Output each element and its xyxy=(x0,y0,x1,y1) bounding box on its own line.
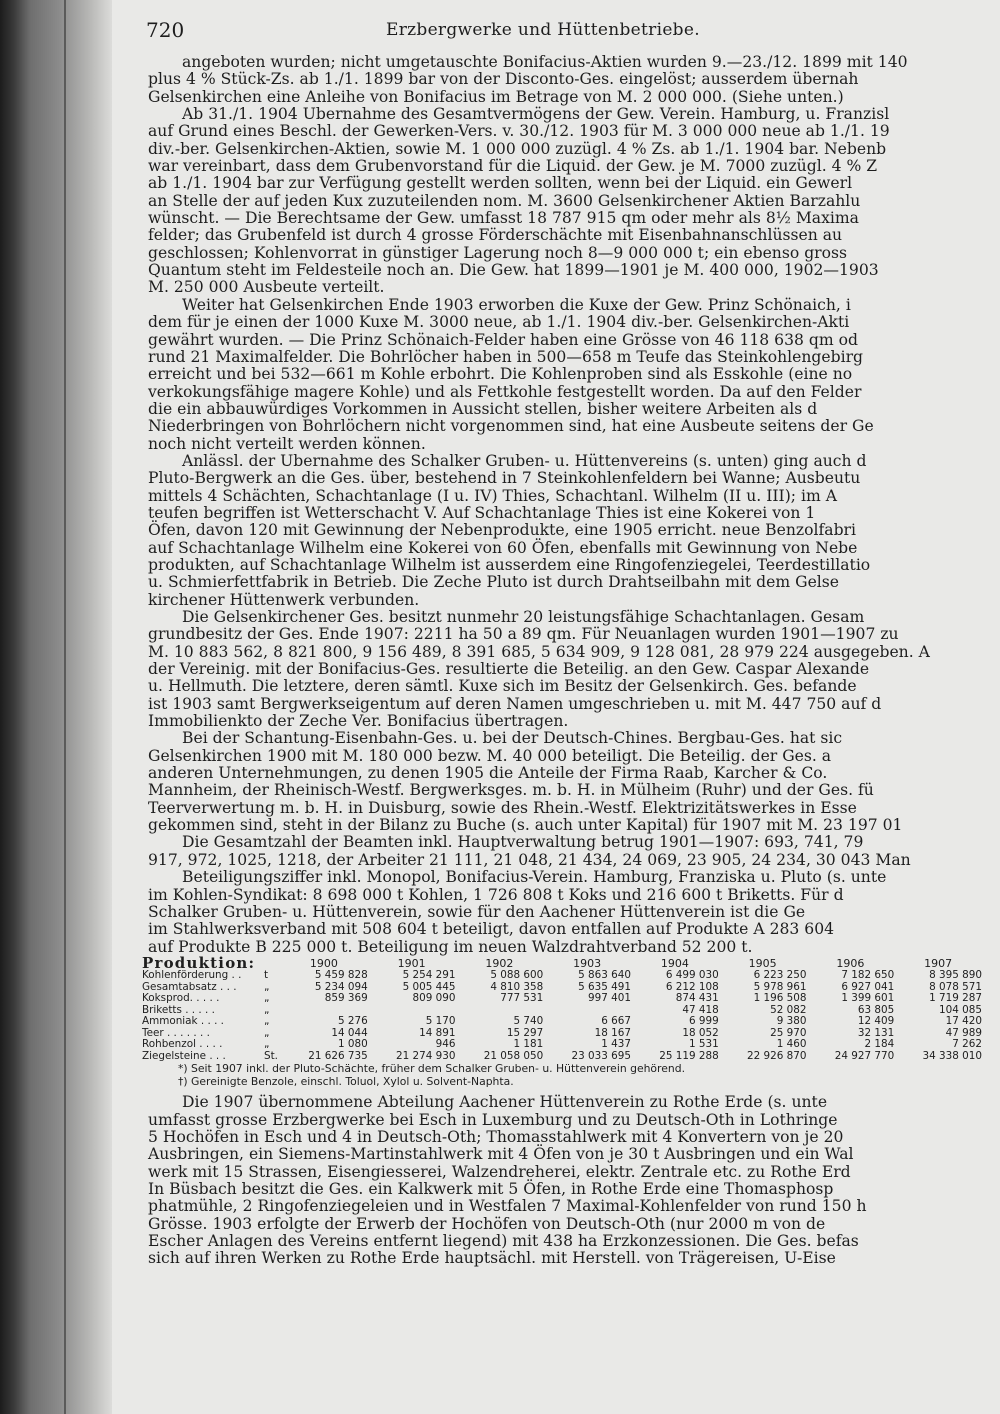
row-label: Ammoniak . . . . xyxy=(142,1015,224,1028)
text-line: verkokungsfähige magere Kohle) und als Fettkohle festgestellt worden. Da auf den Felder xyxy=(148,382,862,401)
text-line: Gelsenkirchen eine Anleihe von Bonifacius im Betrage von M. 2 000 000. (Siehe unten.) xyxy=(148,87,844,106)
text-line: Mannheim, der Rheinisch-Westf. Bergwerksges. m. b. H. in Mülheim (Ruhr) und der Ges. fü xyxy=(148,781,874,800)
row-label: Koksprod. . . . . xyxy=(142,992,220,1005)
year-header: 1902 xyxy=(485,956,514,970)
text-line: 917, 972, 1025, 1218, der Arbeiter 21 111, 21 048, 21 434, 24 069, 23 905, 24 234, 30 043 Man xyxy=(148,850,911,869)
row-unit: „ xyxy=(264,980,270,993)
table-cell: 874 431 xyxy=(675,992,719,1005)
table-cell: 2 184 xyxy=(864,1038,895,1051)
paragraph xyxy=(118,297,994,453)
text-line: Gelsenkirchen 1900 mit M. 180 000 bezw. M. 40 000 beteiligt. Die Beteilig. der Ges. a xyxy=(148,746,832,765)
table-cell: 4 810 358 xyxy=(490,980,544,993)
table-cell: 6 212 108 xyxy=(665,980,719,993)
page-number: 720 xyxy=(146,18,185,42)
table-cell: 997 401 xyxy=(588,992,631,1005)
table-cell: 7 182 650 xyxy=(841,969,895,982)
table-cell: 5 234 094 xyxy=(314,980,368,993)
year-header: 1905 xyxy=(748,956,777,970)
text-line: Pluto-Bergwerk an die Ges. über, bestehend in 7 Steinkohlenfeldern bei Wanne; Ausbeutu xyxy=(148,469,861,488)
table-cell: 5 276 xyxy=(338,1015,368,1028)
row-unit: „ xyxy=(264,1026,270,1039)
text-line: Escher Anlagen des Vereins entfernt liegend) mit 438 ha Erzkonzessionen. Die Ges. befas xyxy=(148,1231,859,1250)
table-cell: 1 531 xyxy=(689,1038,719,1051)
year-header: 1904 xyxy=(660,956,689,970)
year-header: 1901 xyxy=(397,956,426,970)
text-line: werk mit 15 Strassen, Eisengiesserei, Walzendreherei, elektr. Zentrale etc. zu Rothe Erd xyxy=(148,1162,851,1181)
paragraph xyxy=(118,1094,994,1267)
production-header-row xyxy=(142,956,982,971)
table-cell: 52 082 xyxy=(770,1003,807,1016)
text-line: kirchener Hüttenwerk verbunden. xyxy=(148,590,420,609)
table-cell: 1 437 xyxy=(601,1038,631,1051)
text-line: In Büsbach besitzt die Ges. ein Kalkwerk mit 5 Öfen, in Rothe Erde eine Thomasphosp xyxy=(148,1179,834,1198)
text-line: plus 4 % Stück-Zs. ab 1./1. 1899 bar von der Disconto-Ges. eingelöst; ausserdem übernah xyxy=(148,70,859,89)
text-line: ab 1./1. 1904 bar zur Verfügung gestellt werden sollten, wenn bei der Liquid. ein Gewerl xyxy=(148,174,853,193)
text-line: teufen begriffen ist Wetterschacht V. Auf Schachtanlage Thies ist eine Kokerei von 1 xyxy=(148,503,816,522)
production-table-body xyxy=(142,970,982,1062)
paragraph xyxy=(118,834,994,869)
table-cell: 18 052 xyxy=(682,1026,719,1039)
text-line: Anlässl. der Übernahme des Schalker Gruben- u. Hüttenvereins (s. unten) ging auch d xyxy=(182,452,867,470)
production-table xyxy=(142,953,982,1063)
text-line: Die Gelsenkirchener Ges. besitzt nunmehr 20 leistungsfähige Schachtanlagen. Gesam xyxy=(182,609,865,626)
table-cell: 25 119 288 xyxy=(659,1049,719,1062)
table-cell: 5 459 828 xyxy=(314,969,368,982)
table-cell: 21 626 735 xyxy=(308,1049,368,1062)
body-text-bottom xyxy=(118,1094,994,1267)
text-line: auf Schachtanlage Wilhelm eine Kokerei von 60 Öfen, ebenfalls mit Gewinnung von Nebe xyxy=(148,538,858,557)
text-line: Immobilienkto der Zeche Ver. Bonifacius übertragen. xyxy=(148,712,569,731)
text-line: produkten, auf Schachtanlage Wilhelm ist ausserdem eine Ringofenziegelei, Teerdestillatio xyxy=(148,555,871,574)
text-line: die ein abbauwürdiges Vorkommen in Aussicht stellen, bisher weitere Arbeiten als d xyxy=(148,399,818,418)
paragraph xyxy=(118,730,994,834)
table-cell: 8 078 571 xyxy=(929,980,982,993)
table-cell: 1 399 601 xyxy=(841,992,895,1005)
text-line: sich auf ihren Werken zu Rothe Erde hauptsächl. mit Herstell. von Trägereisen, U-Eise xyxy=(148,1249,836,1268)
text-line: Öfen, davon 120 mit Gewinnung der Nebenprodukte, eine 1905 erricht. neue Benzolfabri xyxy=(148,521,857,540)
text-line: Grösse. 1903 erfolgte der Erwerb der Hochöfen von Deutsch-Oth (nur 2000 m von de xyxy=(148,1214,826,1233)
text-line: Ab 31./1. 1904 Übernahme des Gesamtvermögens der Gew. Verein. Hamburg, u. Franzisl xyxy=(182,106,890,124)
table-cell: 946 xyxy=(435,1038,456,1051)
text-line: Beteiligungsziffer inkl. Monopol, Bonifacius-Verein. Hamburg, Franziska u. Pluto (s. unte xyxy=(182,869,887,887)
table-cell: 6 499 030 xyxy=(665,969,719,982)
table-cell: 5 170 xyxy=(425,1015,456,1028)
row-unit: „ xyxy=(264,1038,270,1051)
table-cell: 25 970 xyxy=(770,1026,807,1039)
row-unit: „ xyxy=(264,1015,270,1028)
paragraph xyxy=(118,453,994,609)
text-line: felder; das Grubenfeld ist durch 4 grosse Förderschächte mit Eisenbahnanschlüssen au xyxy=(148,226,843,245)
text-line: Niederbringen von Bohrlöchern nicht vorgenommen sind, hat eine Ausbeute seitens der Ge xyxy=(148,417,874,436)
text-line: angeboten wurden; nicht umgetauschte Bonifacius-Aktien wurden 9.—23./12. 1899 mit 140 xyxy=(182,54,908,71)
footnote: *) Seit 1907 inkl. der Pluto-Schächte, früher dem Schalker Gruben- u. Hüttenverein gehörend. xyxy=(178,1062,686,1076)
table-cell: 104 085 xyxy=(939,1003,982,1016)
table-cell: 5 863 640 xyxy=(578,969,631,982)
year-header: 1906 xyxy=(836,956,865,970)
text-line: dem für je einen der 1000 Kuxe M. 3000 neue, ab 1./1. 1904 div.-ber. Gelsenkirchen-Akti xyxy=(148,313,850,332)
text-line: gewährt wurden. — Die Prinz Schönaich-Felder haben eine Grösse von 46 118 638 qm od xyxy=(148,330,859,349)
text-line: auf Grund eines Beschl. der Gewerken-Vers. v. 30./12. 1903 für M. 3 000 000 neue ab 1./1. 19 xyxy=(148,122,890,141)
table-cell: 8 395 890 xyxy=(929,969,982,982)
row-label: Rohbenzol . . . . xyxy=(142,1038,223,1051)
book-page xyxy=(118,14,994,1406)
table-cell: 1 080 xyxy=(338,1038,368,1051)
row-unit: t xyxy=(264,969,269,982)
table-row xyxy=(142,1051,982,1063)
page-header xyxy=(118,14,994,54)
row-unit: „ xyxy=(264,992,270,1005)
table-cell: 24 927 770 xyxy=(834,1049,895,1062)
row-label: Teer . . . . . . . xyxy=(142,1026,210,1039)
text-line: noch nicht verteilt werden können. xyxy=(148,434,426,453)
table-cell: 14 891 xyxy=(419,1026,456,1039)
text-line: Quantum steht im Feldesteile noch an. Die Gew. hat 1899—1901 je M. 400 000, 1902—1903 xyxy=(148,261,879,280)
text-line: 5 Hochöfen in Esch und 4 in Deutsch-Oth; Thomasstahlwerk mit 4 Konvertern von je 20 xyxy=(148,1127,844,1146)
table-cell: 5 088 600 xyxy=(490,969,544,982)
row-label: Kohlenförderung . . xyxy=(142,969,242,982)
footnote: †) Gereinigte Benzole, einschl. Toluol, Xylol u. Solvent-Naphta. xyxy=(178,1074,514,1088)
text-line: anderen Unternehmungen, zu denen 1905 die Anteile der Firma Raab, Karcher & Co. xyxy=(148,764,828,783)
table-cell: 9 380 xyxy=(776,1015,807,1028)
table-cell: 18 167 xyxy=(594,1026,631,1039)
table-cell: 6 667 xyxy=(601,1015,631,1028)
year-header: 1907 xyxy=(924,956,953,970)
table-cell: 1 181 xyxy=(513,1038,544,1051)
table-cell: 809 090 xyxy=(412,992,456,1005)
table-cell: 17 420 xyxy=(945,1015,982,1028)
text-line: u. Schmierfettfabrik in Betrieb. Die Zeche Pluto ist durch Drahtseilbahn mit dem Gelse xyxy=(148,573,840,592)
year-header: 1903 xyxy=(573,956,602,970)
table-cell: 859 369 xyxy=(324,992,368,1005)
paragraph xyxy=(118,609,994,730)
table-cell: 5 635 491 xyxy=(578,980,631,993)
text-line: u. Hellmuth. Die letztere, deren sämtl. Kuxe sich im Besitz der Gelsenkirch. Ges. befande xyxy=(148,677,857,696)
text-line: wünscht. — Die Berechtsame der Gew. umfasst 18 787 915 qm oder mehr als 8½ Maxima xyxy=(148,209,859,228)
table-cell: 21 058 050 xyxy=(483,1049,544,1062)
text-line: der Vereinig. mit der Bonifacius-Ges. resultierte die Beteilig. an den Gew. Caspar Alexande xyxy=(148,660,870,679)
paragraph xyxy=(118,106,994,297)
text-line: war vereinbart, dass dem Grubenvorstand für die Liquid. der Gew. je M. 7000 zuzügl. 4 % Z xyxy=(148,157,878,176)
table-cell: 32 131 xyxy=(857,1026,895,1039)
table-cell: 34 338 010 xyxy=(922,1049,982,1062)
text-line: Teerverwertung m. b. H. in Duisburg, sowie des Rhein.-Westf. Elektrizitätswerkes in Esse xyxy=(148,798,857,817)
paragraph xyxy=(118,869,994,956)
text-line: ist 1903 samt Bergwerkseigentum auf deren Namen umgeschrieben u. mit M. 447 750 auf d xyxy=(148,694,882,713)
gutter-shadow-line xyxy=(64,0,66,1414)
text-line: rund 21 Maximalfelder. Die Bohrlöcher haben in 500—658 m Teufe das Steinkohlengebirg xyxy=(148,347,864,366)
text-line: grundbesitz der Ges. Ende 1907: 2211 ha 50 a 89 qm. Für Neuanlagen wurden 1901—1907 zu xyxy=(148,625,899,644)
text-line: phatmühle, 2 Ringofenziegeleien und in Westfalen 7 Maximal-Kohlenfelder von rund 150 h xyxy=(148,1197,867,1216)
table-cell: 6 927 041 xyxy=(841,980,895,993)
text-line: Bei der Schantung-Eisenbahn-Ges. u. bei der Deutsch-Chines. Bergbau-Ges. hat sic xyxy=(182,730,843,748)
table-cell: 5 978 961 xyxy=(753,980,807,993)
table-cell: 12 409 xyxy=(857,1015,895,1028)
row-unit: „ xyxy=(264,1003,270,1016)
table-cell: 15 297 xyxy=(506,1026,544,1039)
row-label: Ziegelsteine . . . xyxy=(142,1049,226,1062)
table-cell: 23 033 695 xyxy=(571,1049,631,1062)
table-cell: 6 999 xyxy=(689,1015,719,1028)
text-line: umfasst grosse Erzbergwerke bei Esch in Luxemburg und zu Deutsch-Oth in Lothringe xyxy=(148,1110,838,1129)
text-line: Weiter hat Gelsenkirchen Ende 1903 erworben die Kuxe der Gew. Prinz Schönaich, i xyxy=(182,296,851,314)
table-cell: 1 196 508 xyxy=(753,992,807,1005)
table-cell: 47 418 xyxy=(682,1003,719,1016)
text-line: div.-ber. Gelsenkirchen-Aktien, sowie M. 1 000 000 zuzügl. 4 % Zs. ab 1./1. 1904 bar. Nebenb xyxy=(148,139,887,158)
text-line: im Stahlwerksverband mit 508 604 t beteiligt, davon entfallen auf Produkte A 283 604 xyxy=(148,920,835,939)
table-cell: 7 262 xyxy=(952,1038,982,1051)
table-cell: 5 254 291 xyxy=(402,969,456,982)
year-header: 1900 xyxy=(309,956,338,970)
paragraph xyxy=(118,54,994,106)
row-unit: St. xyxy=(264,1049,278,1062)
table-cell: 1 719 287 xyxy=(929,992,982,1005)
table-cell: 5 740 xyxy=(513,1015,544,1028)
text-line: Schalker Gruben- u. Hüttenverein, sowie für den Aachener Hüttenverein ist die Ge xyxy=(148,902,806,921)
table-cell: 63 805 xyxy=(857,1003,895,1016)
running-head: Erzbergwerke und Hüttenbetriebe. xyxy=(386,20,700,40)
text-line: Die Gesamtzahl der Beamten inkl. Hauptverwaltung betrug 1901—1907: 693, 741, 79 xyxy=(182,834,864,852)
production-title: Produktion: xyxy=(142,953,256,972)
body-text-top xyxy=(118,54,994,956)
text-line: M. 250 000 Ausbeute verteilt. xyxy=(148,278,385,297)
text-line: auf Produkte B 225 000 t. Beteiligung im neuen Walzdrahtverband 52 200 t. xyxy=(148,937,753,956)
text-line: Die 1907 übernommene Abteilung Aachener Hüttenverein zu Rothe Erde (s. unte xyxy=(182,1094,828,1112)
text-line: im Kohlen-Syndikat: 8 698 000 t Kohlen, 1 726 808 t Koks und 216 600 t Briketts. Für d xyxy=(148,885,844,904)
table-cell: 21 274 930 xyxy=(396,1049,456,1062)
row-label: Briketts . . . . . xyxy=(142,1003,215,1016)
table-cell: 14 044 xyxy=(331,1026,368,1039)
table-cell: 1 460 xyxy=(776,1038,807,1051)
text-line: Ausbringen, ein Siemens-Martinstahlwerk mit 4 Öfen von je 30 t Ausbringen und ein Wal xyxy=(148,1145,854,1164)
table-cell: 6 223 250 xyxy=(753,969,807,982)
table-cell: 777 531 xyxy=(500,992,544,1005)
text-line: erreicht und bei 532—661 m Kohle erbohrt. Die Kohlenproben sind als Esskohle (eine no xyxy=(148,365,853,384)
book-binding-gutter xyxy=(0,0,112,1414)
table-cell: 22 926 870 xyxy=(747,1049,807,1062)
table-cell: 47 989 xyxy=(945,1026,982,1039)
text-line: geschlossen; Kohlenvorrat in günstiger Lagerung noch 8—9 000 000 t; ein ebenso gross xyxy=(148,243,848,262)
production-footnotes xyxy=(178,1063,994,1088)
text-line: gekommen sind, steht in der Bilanz zu Buche (s. auch unter Kapital) für 1907 mit M. 23 197 01 xyxy=(148,816,903,835)
row-label: Gesamtabsatz . . . xyxy=(142,980,237,993)
table-cell: 5 005 445 xyxy=(402,980,456,993)
text-line: M. 10 883 562, 8 821 800, 9 156 489, 8 391 685, 5 634 909, 9 128 081, 28 979 224 ausgegeben. A xyxy=(148,642,930,661)
text-line: an Stelle der auf jeden Kux zuzuteilenden nom. M. 3600 Gelsenkirchener Aktien Barzahlu xyxy=(148,191,861,210)
text-line: mittels 4 Schächten, Schachtanlage (I u. IV) Thies, Schachtanl. Wilhelm (II u. III); im A xyxy=(148,486,837,505)
